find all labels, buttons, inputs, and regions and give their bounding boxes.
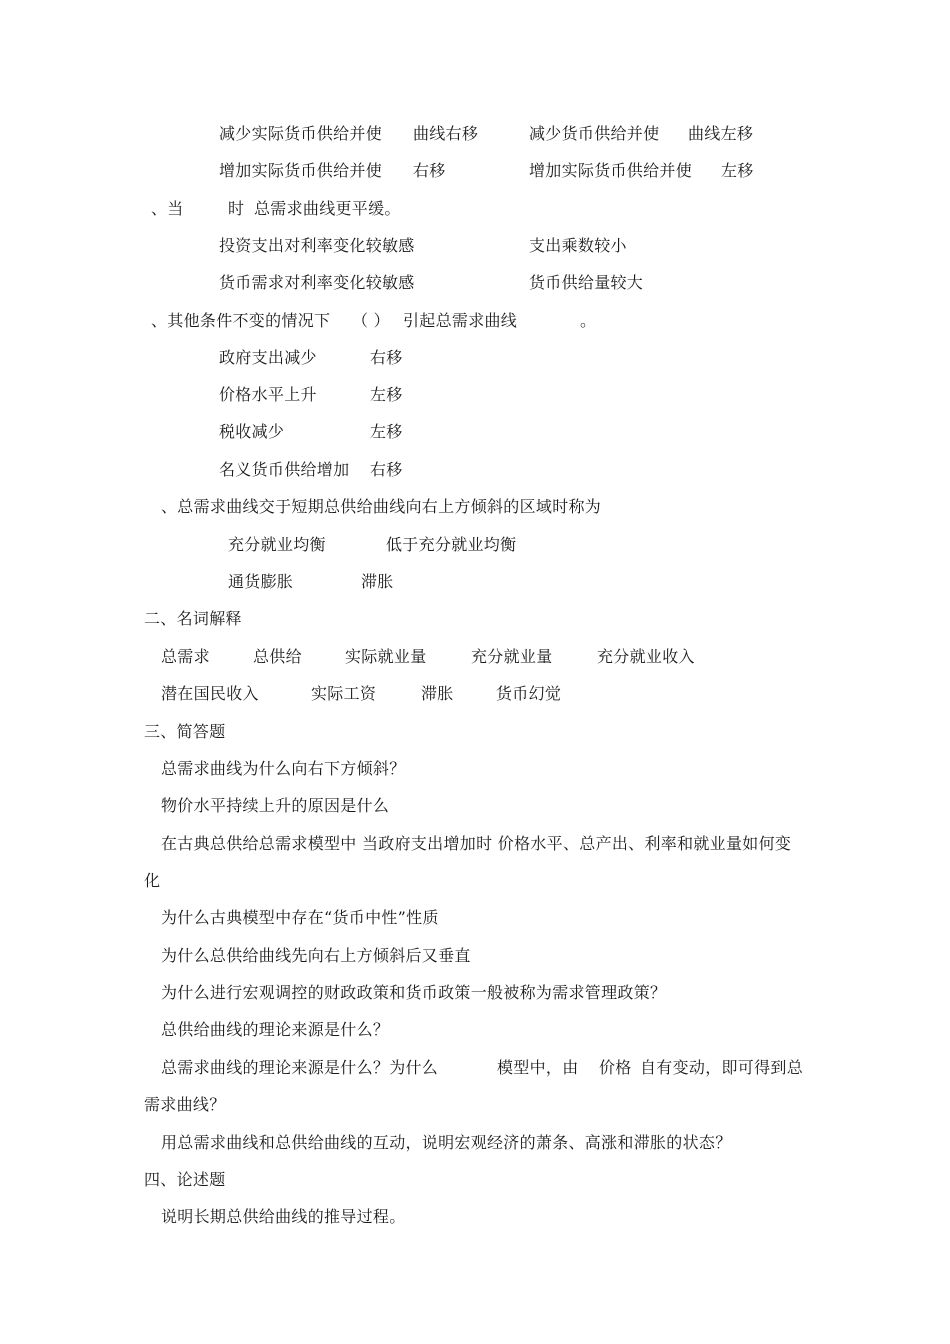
term-item: 实际就业量 [345, 647, 427, 666]
option-a-text: 减少实际货币供给并使 [219, 124, 383, 143]
short-answer-question: 总供给曲线的理论来源是什么？ [161, 1020, 390, 1039]
option-b-text: 支出乘数较小 [529, 236, 627, 255]
question-stem-prefix: 、当 [151, 199, 184, 218]
option-b-text: 减少货币供给并使 [529, 124, 660, 143]
option-d-suffix: 左移 [721, 161, 754, 180]
option-a-text: 政府支出减少 [219, 348, 317, 367]
option-b-text: 价格水平上升 [219, 385, 317, 404]
short-answer-question-continued: 需求曲线？ [144, 1095, 226, 1114]
option-d-suffix: 右移 [370, 460, 403, 479]
option-a-suffix: 右移 [370, 348, 403, 367]
term-item: 实际工资 [311, 684, 377, 703]
term-item: 货币幻觉 [496, 684, 562, 703]
section-title-short-answer: 三、简答题 [144, 722, 226, 741]
term-item: 总需求 [161, 647, 210, 666]
question-stem-prefix: 、其他条件不变的情况下 [151, 311, 331, 330]
term-item: 充分就业收入 [597, 647, 695, 666]
option-d-text: 货币供给量较大 [529, 273, 644, 292]
option-b-text: 低于充分就业均衡 [386, 535, 517, 554]
short-answer-question: 为什么进行宏观调控的财政政策和货币政策一般被称为需求管理政策？ [161, 983, 667, 1002]
option-a-text: 投资支出对利率变化较敏感 [219, 236, 415, 255]
option-b-suffix: 左移 [370, 385, 403, 404]
option-d-text: 名义货币供给增加 [219, 460, 350, 479]
short-answer-question: 为什么古典模型中存在“货币中性”性质 [161, 908, 439, 927]
term-item: 潜在国民收入 [161, 684, 259, 703]
short-answer-question: 用总需求曲线和总供给曲线的互动，说明宏观经济的萧条、高涨和滞胀的状态？ [161, 1133, 732, 1152]
short-answer-question: 为什么总供给曲线先向右上方倾斜后又垂直 [161, 946, 471, 965]
short-answer-question-part: 模型中，由 [497, 1058, 579, 1077]
short-answer-question: 总需求曲线为什么向右下方倾斜？ [161, 759, 406, 778]
option-c-suffix: 左移 [370, 422, 403, 441]
option-c-text: 增加实际货币供给并使 [219, 161, 383, 180]
essay-question: 说明长期总供给曲线的推导过程。 [161, 1207, 406, 1226]
option-d-text: 滞胀 [361, 572, 394, 591]
option-d-text: 增加实际货币供给并使 [529, 161, 693, 180]
option-a-text: 充分就业均衡 [228, 535, 326, 554]
section-title-essay: 四、论述题 [144, 1170, 226, 1189]
question-stem-end: 。 [580, 311, 597, 330]
section-title-terms: 二、名词解释 [144, 609, 242, 628]
short-answer-question: 在古典总供给总需求模型中 当政府支出增加时 价格水平、总产出、利率和就业量如何变 [161, 834, 792, 853]
option-c-text: 税收减少 [219, 422, 285, 441]
short-answer-question: 物价水平持续上升的原因是什么 [161, 796, 390, 815]
option-c-text: 货币需求对利率变化较敏感 [219, 273, 415, 292]
question-stem-mid: 引起总需求曲线 [403, 311, 518, 330]
option-c-text: 通货膨胀 [228, 572, 294, 591]
option-b-suffix: 曲线左移 [688, 124, 754, 143]
term-item: 充分就业量 [471, 647, 553, 666]
question-stem-paren: （ ） [352, 311, 390, 330]
question-stem: 、总需求曲线交于短期总供给曲线向右上方倾斜的区域时称为 [161, 497, 602, 516]
short-answer-question: 总需求曲线的理论来源是什么？为什么 [161, 1058, 439, 1077]
term-item: 滞胀 [421, 684, 454, 703]
question-stem-suffix: 总需求曲线更平缓。 [254, 199, 401, 218]
short-answer-question-part: 价格 [599, 1058, 632, 1077]
short-answer-question-continued: 化 [144, 871, 161, 890]
question-stem-mid: 时 [228, 199, 245, 218]
short-answer-question-part: 自有变动，即可得到总 [640, 1058, 804, 1077]
term-item: 总供给 [253, 647, 302, 666]
option-c-suffix: 右移 [413, 161, 446, 180]
option-a-suffix: 曲线右移 [413, 124, 479, 143]
